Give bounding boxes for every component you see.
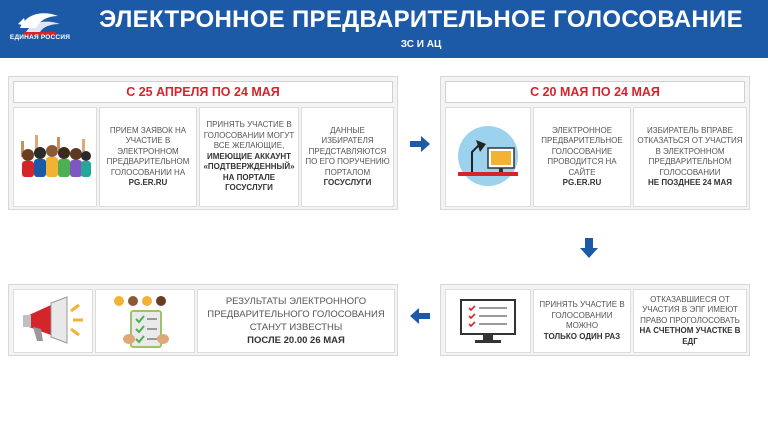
step2-col2-text: ИЗБИРАТЕЛЬ ВПРАВЕ ОТКАЗАТЬСЯ ОТ УЧАСТИЯ В ЭЛЕКТРОННОМ ПРЕДВАРИТЕЛЬНОМ ГОЛОСОВАНИИ bbox=[637, 125, 743, 177]
crowd-icon bbox=[19, 135, 91, 179]
step1-heading: С 25 АПРЕЛЯ ПО 24 МАЯ bbox=[13, 81, 393, 103]
logo-text: ЕДИНАЯ РОССИЯ bbox=[9, 34, 71, 41]
arrow-left-icon bbox=[410, 308, 430, 324]
step3-station-cell bbox=[633, 289, 747, 353]
step2-col1-text: ЭЛЕКТРОННОЕ ПРЕДВАРИТЕЛЬНОЕ ГОЛОСОВАНИЕ ПРОВОДИТСЯ НА САЙТЕ bbox=[541, 125, 623, 177]
step2-image-cell bbox=[445, 107, 531, 207]
step3-col2-text: ОТКАЗАВШИЕСЯ ОТ УЧАСТИЯ В ЭПГ ИМЕЮТ ПРАВО ПРОГОЛОСОВАТЬ bbox=[640, 294, 740, 325]
party-logo-icon bbox=[12, 4, 68, 54]
step1-col2-text: ПРИНЯТЬ УЧАСТИЕ В ГОЛОСОВАНИИ МОГУТ ВСЕ ЖЕЛАЮЩИЕ, bbox=[203, 120, 295, 151]
page-subtitle: ЗС И АЦ bbox=[400, 39, 442, 50]
step4-ballot-cell bbox=[95, 289, 195, 353]
step1-col3-bold: ГОСУСЛУГИ bbox=[323, 178, 372, 187]
step3-panel bbox=[440, 284, 750, 356]
step1-panel bbox=[8, 76, 398, 210]
step1-data-cell bbox=[301, 107, 394, 207]
step2-withdraw-cell bbox=[633, 107, 747, 207]
ballot-checklist-icon bbox=[107, 293, 183, 349]
desk-lamp-computer-icon bbox=[450, 122, 526, 192]
step1-col2-bold: ИМЕЮЩИЕ АККАУНТ «ПОДТВЕРЖДЕННЫЙ» НА ПОРТАЛЕ ГОСУСЛУГИ bbox=[203, 151, 295, 193]
arrow-right-icon bbox=[410, 136, 430, 152]
step4-time: ПОСЛЕ 20.00 bbox=[247, 335, 308, 346]
monitor-checklist-icon bbox=[457, 296, 519, 346]
step3-image-cell bbox=[445, 289, 531, 353]
step2-col2-bold: НЕ ПОЗДНЕЕ 24 МАЯ bbox=[647, 178, 732, 187]
step4-text: РЕЗУЛЬТАТЫ ЭЛЕКТРОННОГО ПРЕДВАРИТЕЛЬНОГО ГОЛОСОВАНИЯ СТАНУТ ИЗВЕСТНЫ bbox=[207, 296, 385, 333]
step1-col1-text: ПРИЕМ ЗАЯВОК НА УЧАСТИЕ В ЭЛЕКТРОННОМ ПРЕДВАРИТЕЛЬНОМ ГОЛОСОВАНИИ НА bbox=[106, 125, 190, 177]
step1-col1-site: PG.ER.RU bbox=[128, 178, 168, 187]
step2-voting-cell bbox=[533, 107, 631, 207]
step4-results-cell bbox=[197, 289, 395, 353]
step1-participants-cell bbox=[199, 107, 299, 207]
step4-megaphone-cell bbox=[13, 289, 93, 353]
step4-date: 26 МАЯ bbox=[310, 335, 345, 346]
page-title: ЭЛЕКТРОННОЕ ПРЕДВАРИТЕЛЬНОЕ ГОЛОСОВАНИЕ bbox=[99, 6, 743, 33]
arrow-down-icon bbox=[580, 238, 598, 258]
step1-col3-text: ДАННЫЕ ИЗБИРАТЕЛЯ ПРЕДСТАВЛЯЮТСЯ ПО ЕГО ПОРУЧЕНИЮ ПОРТАЛОМ bbox=[305, 125, 390, 177]
step2-col1-site: PG.ER.RU bbox=[562, 178, 602, 187]
step3-col1-text: ПРИНЯТЬ УЧАСТИЕ В ГОЛОСОВАНИИ МОЖНО bbox=[539, 300, 625, 330]
step2-panel bbox=[440, 76, 750, 210]
header-bar bbox=[0, 0, 768, 58]
step4-panel bbox=[8, 284, 398, 356]
megaphone-icon bbox=[21, 295, 85, 347]
step1-image-cell bbox=[13, 107, 97, 207]
step3-col2-bold: НА СЧЕТНОМ УЧАСТКЕ В ЕДГ bbox=[639, 326, 741, 346]
step2-heading: С 20 МАЯ ПО 24 МАЯ bbox=[445, 81, 745, 103]
step3-once-cell bbox=[533, 289, 631, 353]
step3-col1-bold: ТОЛЬКО ОДИН РАЗ bbox=[543, 331, 621, 341]
step1-application-cell bbox=[99, 107, 197, 207]
